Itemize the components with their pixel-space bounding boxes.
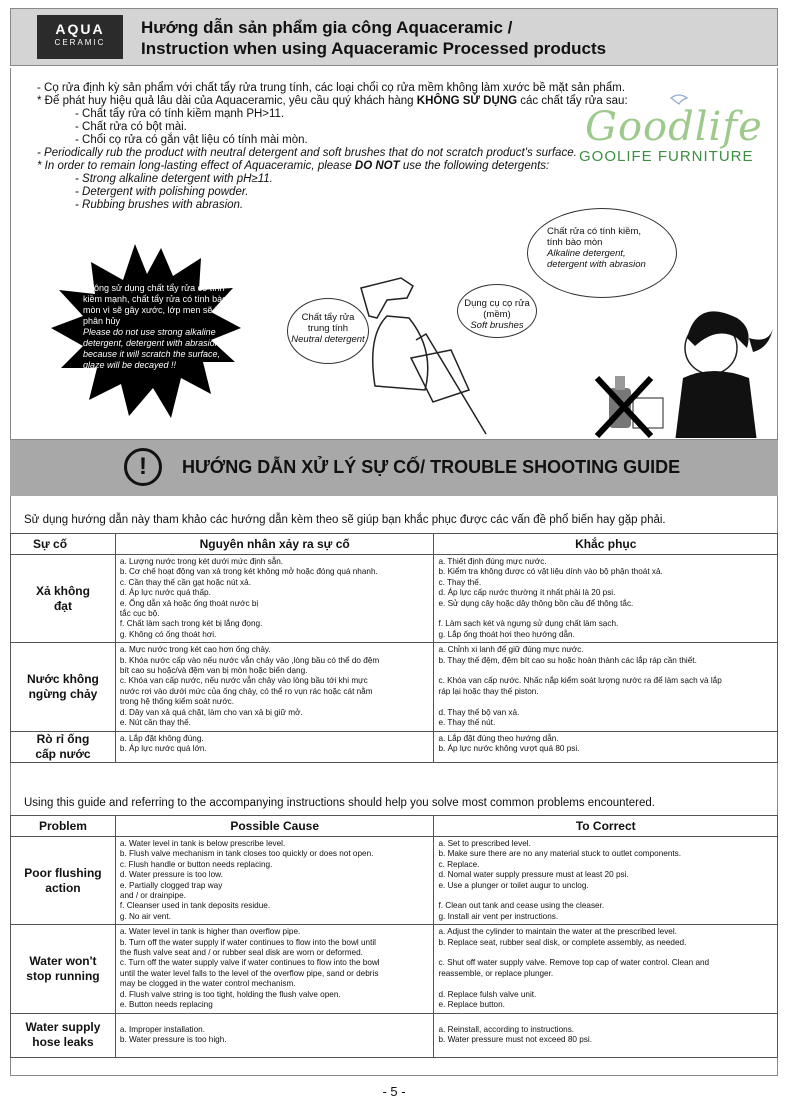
brush-vi: Dụng cụ cọ rửa (mềm) <box>464 298 530 320</box>
col-header: To Correct <box>434 816 778 837</box>
table-row <box>11 925 778 1013</box>
table-header-row <box>11 816 778 837</box>
page-title <box>141 17 606 59</box>
care-en-item: - Rubbing brushes with abrasion. <box>75 199 244 211</box>
alkaline-vi: Chất rửa có tính kiềm, tính bào mòn <box>547 226 642 248</box>
burst-text-vi: Không sử dụng chất tẩy rửa có tính kiềm mạnh, chất tẩy rửa có tính bào mòn vì sẽ gây xước, lớp men sẽ bị phân hủy <box>83 283 228 326</box>
care-vi-item: - Chổi cọ rửa có gắn vật liệu có tính mài mòn. <box>75 134 308 146</box>
fix-cell: a. Lắp đặt đúng theo hướng dẫn. b. Áp lực nước không vượt quá 80 psi. <box>434 731 778 762</box>
care-en-item: - Strong alkaline detergent with pH≥11. <box>75 173 273 185</box>
burst-text-en: Please do not use strong alkaline detergent, detergent with abrasion because it will scratch the surface, glaze will be decayed !! <box>83 327 221 370</box>
exclamation-icon: ! <box>124 448 162 486</box>
woman-figure-icon <box>675 311 773 438</box>
cause-cell: a. Water level in tank is higher than overflow pipe. b. Turn off the water supply if water continues to flow into the bowl until the flush valve seat and / or rubber seal disk are worn or deformed. c. Turn off the water supply valve if water continues to flow into the bowl until the water level falls to the level of the overflow pipe, sand or debris may be clogged in the water control mechanism. d. Flush valve string is too tight, holding the flush valve open. e. Button needs replacing <box>115 925 434 1013</box>
care-vi-text <box>37 82 777 212</box>
neutral-vi: Chất tẩy rửa trung tính <box>301 312 355 334</box>
table-header-row <box>11 534 778 555</box>
brush-en: Soft brushes <box>470 320 524 331</box>
col-header: Possible Cause <box>115 816 434 837</box>
table-row <box>11 1013 778 1057</box>
care-section <box>10 68 778 440</box>
care-en-note: * In order to remain long-lasting effect of Aquaceramic, please DO NOT use the following detergents: <box>37 160 550 172</box>
table-row <box>11 555 778 643</box>
logo-line1: AQUA <box>55 21 105 37</box>
care-vi-item: - Chất rửa có bột mài. <box>75 121 187 133</box>
col-header: Khắc phục <box>434 534 778 555</box>
title-line-vi: Hướng dẫn sản phẩm gia công Aquaceramic / <box>141 18 513 37</box>
col-header: Nguyên nhân xảy ra sự cố <box>115 534 434 555</box>
care-en-line: - Periodically rub the product with neutral detergent and soft brushes that do not scratch product's surface. <box>37 147 577 159</box>
abrasive-products-icon <box>597 376 663 436</box>
cause-cell: a. Water level in tank is below prescribe level. b. Flush valve mechanism in tank closes too quickly or does not open. c. Flush handle or button needs replacing. d. Water pressure is too low. e. Partially clogged trap way and / or drainpipe. f. Cleanser used in tank deposits residue. g. No air vent. <box>115 837 434 925</box>
burst-text <box>83 283 233 371</box>
aqua-ceramic-logo <box>37 15 123 59</box>
table-row <box>11 837 778 925</box>
logo-line2: CERAMIC <box>54 38 106 47</box>
en-intro: Using this guide and referring to the accompanying instructions should help you solve most common problems encountered. <box>24 797 655 809</box>
fix-cell: a. Set to prescribed level. b. Make sure there are no any material stuck to outlet components. c. Replace. d. Nomal water supply pressure must at least 20 psi. e. Use a plunger or toilet augur to unclog. f. Clean out tank and cease using the cleaser. g. Install air vent per instructions. <box>434 837 778 925</box>
problem-cell: Poor flushing action <box>11 837 116 925</box>
vi-troubleshooting-table <box>10 533 778 763</box>
care-en-item: - Detergent with polishing powder. <box>75 186 249 198</box>
cause-cell: a. Improper installation. b. Water pressure is too high. <box>115 1013 434 1057</box>
fix-cell: a. Reinstall, according to instructions. b. Water pressure must not exceed 80 psi. <box>434 1013 778 1057</box>
problem-cell: Nước không ngừng chảy <box>11 643 116 731</box>
fix-cell: a. Adjust the cylinder to maintain the water at the prescribed level. b. Replace seat, rubber seal disk, or complete assembly, as needed. c. Shut off water supply valve. Remove top cap of water control. Clean and reassemble, or replace plunger. d. Replace fulsh valve unit. e. Replace button. <box>434 925 778 1013</box>
problem-cell: Water supply hose leaks <box>11 1013 116 1057</box>
neutral-en: Neutral detergent <box>291 334 365 345</box>
care-vi-note: * Để phát huy hiệu quả lâu dài của Aquaceramic, yêu cầu quý khách hàng KHÔNG SỬ DỤNG các chất tẩy rửa sau: <box>37 95 628 107</box>
page-number: - 5 - <box>382 1084 406 1099</box>
col-header: Sự cố <box>11 534 116 555</box>
col-header: Problem <box>11 816 116 837</box>
title-line-en: Instruction when using Aquaceramic Processed products <box>141 39 607 58</box>
cause-cell: a. Lắp đặt không đúng. b. Áp lực nước quá lớn. <box>115 731 434 762</box>
vi-intro: Sử dụng hướng dẫn này tham khảo các hướng dẫn kèm theo sẽ giúp bạn khắc phục được các vấn đề phổ biến hay gặp phải. <box>24 514 666 526</box>
troubleshooting-title: HƯỚNG DẪN XỬ LÝ SỰ CỐ/ TROUBLE SHOOTING GUIDE <box>182 457 681 477</box>
cause-cell: a. Lượng nước trong két dưới mức định sẵn. b. Cơ chế hoạt động van xả trong két không mở hoặc đóng quá nhanh. c. Cần thay thế cần gạt hoặc nút xả. d. Áp lực nước quá thấp. e. Ống dẫn xả hoặc ống thoát nước bị tắc cục bộ. f. Chất làm sạch trong két bị lắng đọng. g. Không có ống thoát hơi. <box>115 555 434 643</box>
table-row <box>11 731 778 762</box>
page-header <box>10 8 778 66</box>
alkaline-en: Alkaline detergent, detergent with abrasion <box>547 248 646 270</box>
en-troubleshooting-table <box>10 815 778 1058</box>
table-row <box>11 643 778 731</box>
care-vi-item: - Chất tẩy rửa có tính kiềm mạnh PH>11. <box>75 108 285 120</box>
problem-cell: Rò rỉ ống cấp nước <box>11 731 116 762</box>
fix-cell: a. Chỉnh xi lanh để giữ đúng mực nước. b. Thay thế đệm, đệm bít cao su hoặc hoàn thành các lắp ráp cần thiết. c. Khóa van cấp nước. Nhấc nắp kiểm soát lượng nước ra để làm sạch và lắp ráp lại hoặc thay thế piston. d. Thay thế bộ van xả. e. Thay thế nút. <box>434 643 778 731</box>
fix-cell: a. Thiết định đúng mực nước. b. Kiểm tra không được có vật liệu dính vào bộ phận thoát xả. c. Thay thế. d. Áp lực cấp nước thường ít nhất phải là 20 psi. e. Sử dụng cây hoặc dây thông bồn cầu để thông tắc. f. Làm sạch két và ngưng sử dụng chất làm sạch. g. Lắp ống thoát hơi theo hướng dẫn. <box>434 555 778 643</box>
cause-cell: a. Mực nước trong két cao hơn ống chảy. b. Khóa nước cấp vào nếu nước vẫn chảy vào ,lòng bầu có thể do đệm bít cao su hoặc/và đệm van bị mòn hoặc biến dạng. c. Khóa van cấp nước, nếu nước vẫn chảy vào lòng bầu tới khi mực nước rơi vào dưới mức của ống chảy, có thể ro vụn rác hoặc cát nằm trong hệ thống kiểm soát nước. d. Dây van xả quá chặt, làm cho van xả bị giữ mở. e. Nút cần thay thế. <box>115 643 434 731</box>
problem-cell: Xả không đạt <box>11 555 116 643</box>
troubleshooting-header <box>10 440 778 496</box>
care-vi-line: - Cọ rửa định kỳ sản phẩm với chất tẩy rửa trung tính, các loại chổi cọ rửa mềm không làm xước bề mặt sản phẩm. <box>37 82 625 94</box>
watermark-sub: GOOLIFE FURNITURE <box>579 148 754 165</box>
problem-cell: Water won't stop running <box>11 925 116 1013</box>
watermark-script: Goodlife <box>585 104 763 150</box>
